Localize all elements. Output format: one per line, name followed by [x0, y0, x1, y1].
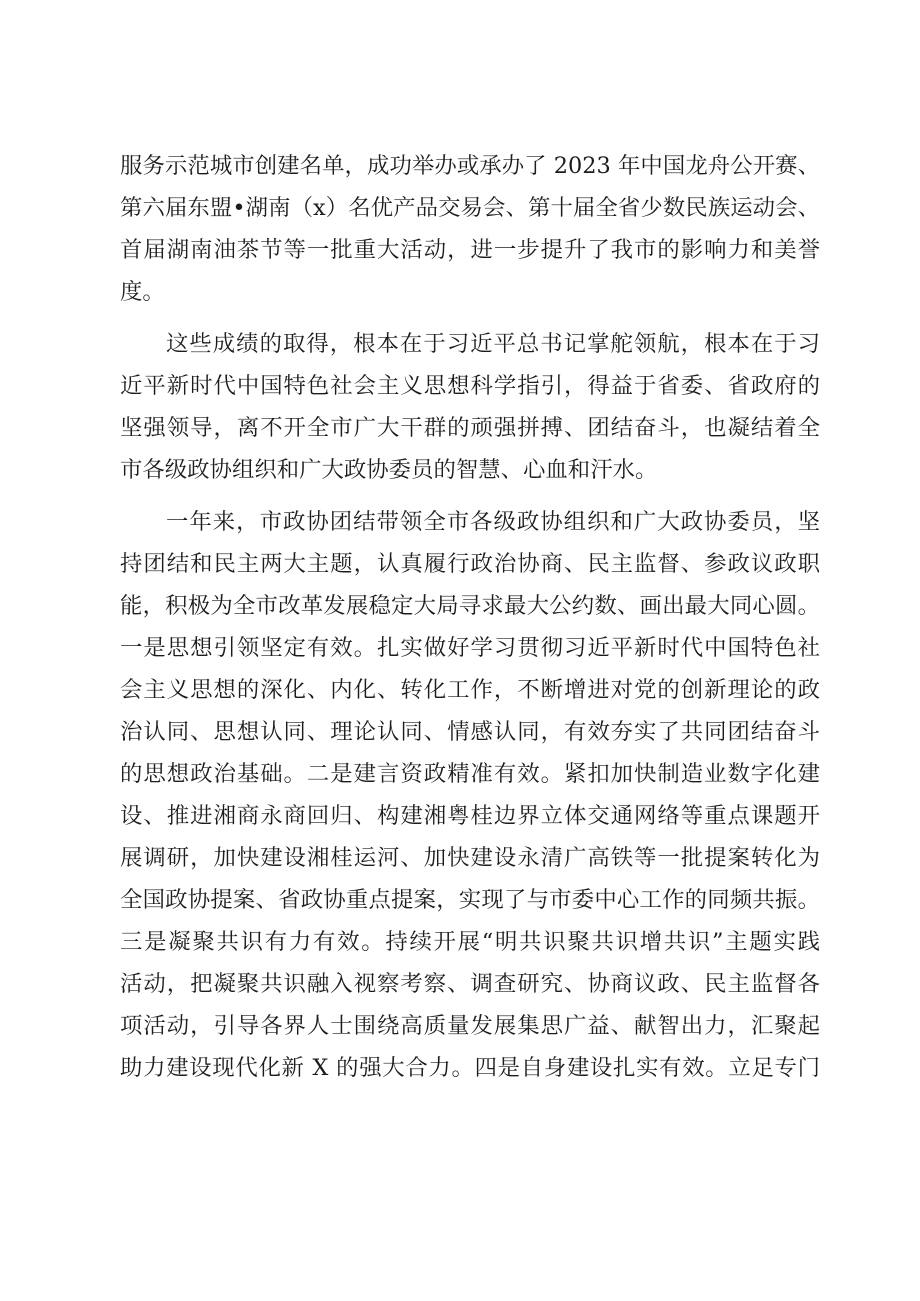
paragraph-3-line-9: 展调研，加快建设湘桂运河、加快建设永清广高铁等一批提案转化为: [120, 845, 820, 871]
paragraph-2-line-1: 这些成绩的取得，根本在于习近平总书记掌舵领航，根本在于习: [166, 331, 820, 357]
paragraph-gap: [120, 491, 820, 501]
paragraph-3-line-3: 能，积极为全市改革发展稳定大局寻求最大公约数、画出最大同心圆。: [120, 593, 820, 619]
paragraph-3-line-8: 设、推进湘商永商回归、构建湘粤桂边界立体交通网络等重点课题开: [120, 803, 820, 829]
paragraph-3-line-14: 助力建设现代化新 X 的强大合力。四是自身建设扎实有效。立足专门: [120, 1055, 820, 1081]
paragraph-3-line-13: 项活动，引导各界人士围绕高质量发展集思广益、献智出力，汇聚起: [120, 1013, 820, 1039]
paragraph-3-line-2: 持团结和民主两大主题，认真履行政治协商、民主监督、参政议政职: [120, 551, 820, 577]
paragraph-3-line-1: 一年来，市政协团结带领全市各级政协组织和广大政协委员，坚: [166, 509, 820, 535]
paragraph-1-line-1: 服务示范城市创建名单，成功举办或承办了 2023 年中国龙舟公开赛、: [120, 153, 820, 179]
paragraph-3-line-11: 三是凝聚共识有力有效。持续开展“明共识聚共识增共识”主题实践: [120, 929, 820, 955]
paragraph-3-line-10: 全国政协提案、省政协重点提案，实现了与市委中心工作的同频共振。: [120, 887, 820, 913]
paragraph-3-line-6: 治认同、思想认同、理论认同、情感认同，有效夯实了共同团结奋斗: [120, 719, 820, 745]
paragraph-3-line-12: 活动，把凝聚共识融入视察考察、调查研究、协商议政、民主监督各: [120, 971, 820, 997]
paragraph-2-line-3: 坚强领导，离不开全市广大干群的顽强拼搏、团结奋斗，也凝结着全: [120, 415, 820, 441]
paragraph-1-line-2: 第六届东盟•湖南（x）名优产品交易会、第十届全省少数民族运动会、: [120, 195, 820, 221]
document-body: [120, 145, 820, 1089]
paragraph-2: [120, 323, 820, 491]
paragraph-1-line-3: 首届湖南油茶节等一批重大活动，进一步提升了我市的影响力和美誉: [120, 237, 820, 263]
paragraph-3-line-4: 一是思想引领坚定有效。扎实做好学习贯彻习近平新时代中国特色社: [120, 635, 820, 661]
paragraph-2-line-2: 近平新时代中国特色社会主义思想科学指引，得益于省委、省政府的: [120, 373, 820, 399]
paragraph-2-line-4: 市各级政协组织和广大政协委员的智慧、心血和汗水。: [120, 457, 658, 483]
paragraph-gap: [120, 313, 820, 323]
paragraph-3-line-5: 会主义思想的深化、内化、转化工作，不断增进对党的创新理论的政: [120, 677, 820, 703]
paragraph-1-line-4: 度。: [120, 279, 165, 305]
paragraph-3-line-7: 的思想政治基础。二是建言资政精准有效。紧扣加快制造业数字化建: [120, 761, 820, 787]
paragraph-1: [120, 145, 820, 313]
paragraph-3: [120, 501, 820, 1089]
